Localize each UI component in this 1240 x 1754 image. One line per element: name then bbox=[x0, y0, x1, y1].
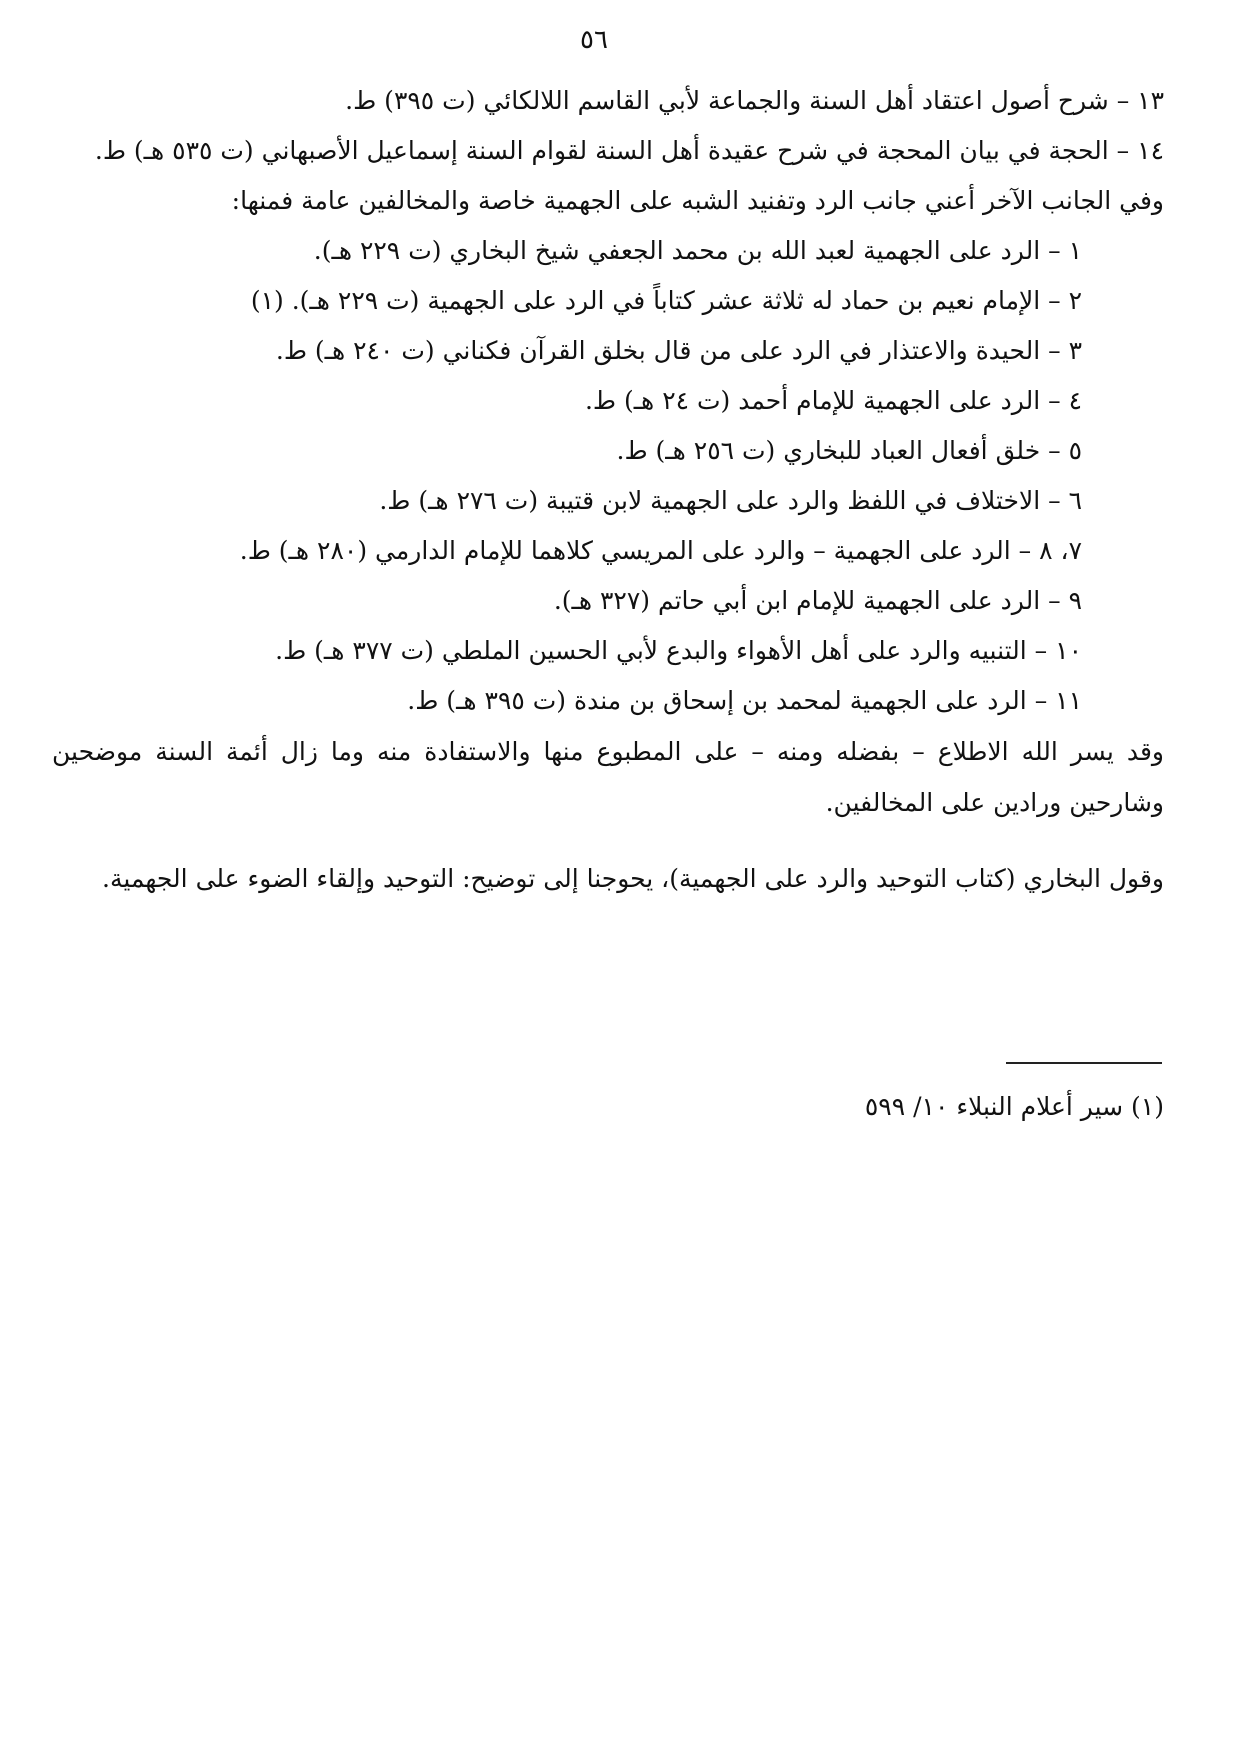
text-line-14: ١٤ – الحجة في بيان المحجة في شرح عقيدة أهل السنة لقوام السنة إسماعيل الأصبهاني (ت ٥٣٥ هـ) ط. bbox=[94, 136, 1164, 165]
main-text bbox=[52, 76, 1164, 904]
footnote: (١) سير أعلام النبلاء ١٠/ ٥٩٩ bbox=[864, 1092, 1164, 1121]
list-item: ٦ – الاختلاف في اللفظ والرد على الجهمية لابن قتيبة (ت ٢٧٦ هـ) ط. bbox=[379, 486, 1082, 515]
list-item: ٤ – الرد على الجهمية للإمام أحمد (ت ٢٤ هـ) ط. bbox=[584, 386, 1082, 415]
final-line: وقول البخاري (كتاب التوحيد والرد على الجهمية)، يحوجنا إلى توضيح: التوحيد وإلقاء الضوء على الجهمية. bbox=[102, 864, 1164, 893]
list-item: ١١ – الرد على الجهمية لمحمد بن إسحاق بن مندة (ت ٣٩٥ هـ) ط. bbox=[407, 686, 1082, 715]
list-item: ٢ – الإمام نعيم بن حماد له ثلاثة عشر كتاباً في الرد على الجهمية (ت ٢٢٩ هـ). (١) bbox=[250, 286, 1082, 315]
closing-paragraph: وقد يسر الله الاطلاع – بفضله ومنه – على المطبوع منها والاستفادة منه وما زال أئمة السنة موضحين وشارحين ورادين على المخالفين. bbox=[52, 737, 1164, 817]
intro-line: وفي الجانب الآخر أعني جانب الرد وتفنيد الشبه على الجهمية خاصة والمخالفين عامة فمنها: bbox=[231, 186, 1164, 215]
list-item: ٣ – الحيدة والاعتذار في الرد على من قال بخلق القرآن فكناني (ت ٢٤٠ هـ) ط. bbox=[275, 336, 1082, 365]
list-item: ١ – الرد على الجهمية لعبد الله بن محمد الجعفي شيخ البخاري (ت ٢٢٩ هـ). bbox=[313, 236, 1082, 265]
footnote-divider bbox=[1006, 1062, 1162, 1064]
paragraph-spacer bbox=[52, 828, 1164, 854]
text-line-13: ١٣ – شرح أصول اعتقاد أهل السنة والجماعة لأبي القاسم اللالكائي (ت ٣٩٥) ط. bbox=[345, 86, 1164, 115]
page-number: ٥٦ bbox=[580, 25, 608, 55]
list-item: ٧، ٨ – الرد على الجهمية – والرد على المريسي كلاهما للإمام الدارمي (٢٨٠ هـ) ط. bbox=[239, 536, 1082, 565]
list-item: ٩ – الرد على الجهمية للإمام ابن أبي حاتم (٣٢٧ هـ). bbox=[553, 586, 1082, 615]
list-item: ٥ – خلق أفعال العباد للبخاري (ت ٢٥٦ هـ) ط. bbox=[616, 436, 1082, 465]
list-item: ١٠ – التنبيه والرد على أهل الأهواء والبدع لأبي الحسين الملطي (ت ٣٧٧ هـ) ط. bbox=[275, 636, 1082, 665]
